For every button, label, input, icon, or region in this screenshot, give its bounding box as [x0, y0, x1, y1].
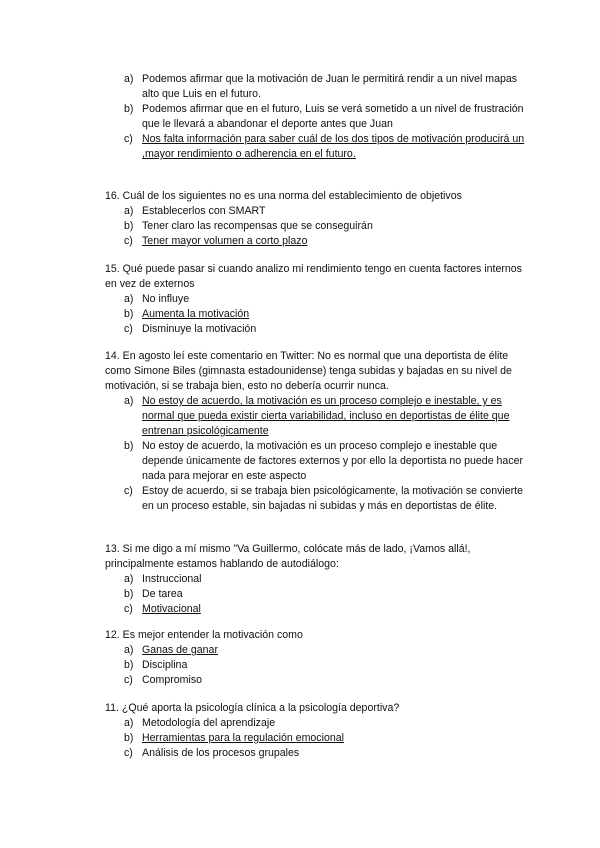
option-c	[105, 746, 525, 761]
question-block-15	[105, 262, 525, 337]
option-label: c)	[124, 674, 133, 686]
option-text: Disminuye la motivación	[142, 323, 257, 335]
option-label: c)	[124, 235, 133, 247]
option-text: Herramientas para la regulación emocional	[142, 732, 344, 744]
question-text: 15. Qué puede pasar si cuando analizo mi rendimiento tengo en cuenta factores internos en vez de externos	[105, 263, 522, 290]
option-b	[105, 587, 525, 602]
option-a-correct	[105, 394, 525, 439]
option-label: b)	[124, 103, 134, 115]
option-text: Ganas de ganar	[142, 644, 218, 656]
option-label: a)	[124, 73, 134, 85]
option-label: c)	[124, 603, 133, 615]
option-label: b)	[124, 308, 134, 320]
option-text: Estoy de acuerdo, si se trabaja bien psicológicamente, la motivación se convierte en un proceso estable, sin bajadas ni subidas y más en deportistas de élite.	[142, 485, 523, 512]
option-label: c)	[124, 485, 133, 497]
option-label: a)	[124, 573, 134, 585]
question-text: 11. ¿Qué aporta la psicología clínica a la psicología deportiva?	[105, 702, 400, 714]
option-text: Metodología del aprendizaje	[142, 717, 276, 729]
option-a-correct	[105, 643, 525, 658]
option-c	[105, 322, 525, 337]
option-a	[105, 204, 525, 219]
option-b	[105, 658, 525, 673]
option-b	[105, 439, 525, 484]
option-text: Aumenta la motivación	[142, 308, 250, 320]
option-a	[105, 292, 525, 307]
option-b-correct	[105, 307, 525, 322]
option-text: Motivacional	[142, 603, 201, 615]
option-label: b)	[124, 440, 134, 452]
option-c-correct	[105, 602, 525, 617]
question-text: 16. Cuál de los siguientes no es una norma del establecimiento de objetivos	[105, 190, 462, 202]
option-label: c)	[124, 133, 133, 145]
option-text: De tarea	[142, 588, 183, 600]
option-text: Análisis de los procesos grupales	[142, 747, 300, 759]
option-text: No influye	[142, 293, 190, 305]
option-label: a)	[124, 717, 134, 729]
question-block-17	[105, 72, 525, 162]
option-text: Disciplina	[142, 659, 188, 671]
option-c-correct	[105, 132, 525, 162]
option-text: Podemos afirmar que en el futuro, Luis se verá sometido a un nivel de frustración que le llevará a abandonar el deporte antes que Juan	[142, 103, 524, 130]
option-c-correct	[105, 234, 525, 249]
option-text: Tener mayor volumen a corto plazo	[142, 235, 308, 247]
option-label: b)	[124, 220, 134, 232]
question-block-13	[105, 542, 525, 617]
question-text: 13. Si me digo a mí mismo "Va Guillermo, colócate más de lado, ¡Vamos allá!, principalmente estamos hablando de autodiálogo:	[105, 543, 471, 570]
option-a	[105, 72, 525, 102]
option-label: b)	[124, 659, 134, 671]
option-label: b)	[124, 588, 134, 600]
question-text: 14. En agosto leí este comentario en Twitter: No es normal que una deportista de élite como Simone Biles (gimnasta estadounidense) tenga subidas y bajadas en su nivel de motivación, si se trabaja bien, esto no debería ocurrir nunca.	[105, 350, 512, 392]
question-block-12	[105, 628, 525, 688]
option-text: No estoy de acuerdo, la motivación es un proceso complejo e inestable que depende únicamente de factores externos y por ello la deportista no puede hacer nada para mejorar en este aspecto	[142, 440, 524, 482]
option-label: a)	[124, 395, 134, 407]
option-label: c)	[124, 323, 133, 335]
question-block-16	[105, 189, 525, 249]
option-text: Instruccional	[142, 573, 202, 585]
question-block-14	[105, 349, 525, 514]
option-a	[105, 572, 525, 587]
option-label: b)	[124, 732, 134, 744]
option-label: a)	[124, 205, 134, 217]
option-c	[105, 484, 525, 514]
option-label: a)	[124, 293, 134, 305]
question-block-11	[105, 701, 525, 761]
option-b	[105, 102, 525, 132]
option-text: Establecerlos con SMART	[142, 205, 266, 217]
option-b	[105, 219, 525, 234]
option-c	[105, 673, 525, 688]
option-b-correct	[105, 731, 525, 746]
option-label: c)	[124, 747, 133, 759]
option-text: Nos falta información para saber cuál de los dos tipos de motivación producirá un ,mayor rendimiento o adherencia en el futuro.	[142, 133, 525, 160]
option-text: Compromiso	[142, 674, 203, 686]
option-text: Tener claro las recompensas que se conseguirán	[142, 220, 373, 232]
option-text: Podemos afirmar que la motivación de Juan le permitirá rendir a un nivel mapas alto que Luis en el futuro.	[142, 73, 518, 100]
option-text: No estoy de acuerdo, la motivación es un proceso complejo e inestable, y es normal que pueda existir cierta variabilidad, incluso en deportistas de élite que entrenan psicológicamente	[142, 395, 510, 437]
question-text: 12. Es mejor entender la motivación como	[105, 629, 303, 641]
option-a	[105, 716, 525, 731]
option-label: a)	[124, 644, 134, 656]
